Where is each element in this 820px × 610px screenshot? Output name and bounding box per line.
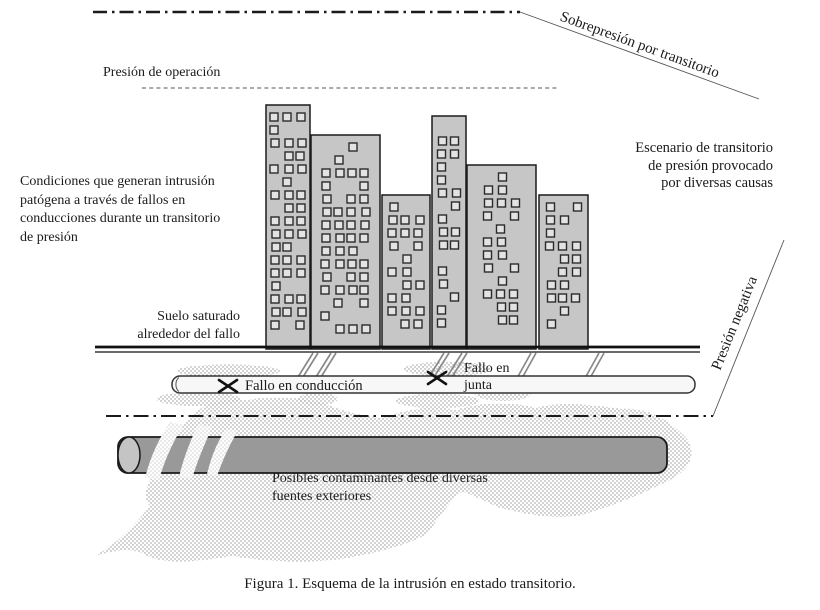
building-6 <box>539 195 588 349</box>
building-window <box>285 191 293 199</box>
building-window <box>547 203 555 211</box>
building-window <box>438 176 446 184</box>
building-window <box>403 268 411 276</box>
contaminant-pipe-cap <box>118 437 140 473</box>
saturated-soil-label <box>90 308 240 344</box>
building-window <box>272 243 280 251</box>
building-window <box>285 230 293 238</box>
building-window <box>271 217 279 225</box>
building-window <box>298 165 306 173</box>
building-window <box>573 255 581 263</box>
building-window <box>439 215 447 223</box>
building-window <box>414 229 422 237</box>
building-window <box>440 241 448 249</box>
building-window <box>271 269 279 277</box>
building-window <box>323 273 331 281</box>
building-window <box>498 238 506 246</box>
building-window <box>497 290 505 298</box>
building-window <box>401 229 409 237</box>
city-buildings <box>266 105 588 349</box>
building-window <box>438 319 446 327</box>
building-window <box>485 199 493 207</box>
building-window <box>322 247 330 255</box>
building-window <box>438 306 446 314</box>
building-window <box>439 267 447 275</box>
building-window <box>283 256 291 264</box>
building-window <box>573 242 581 250</box>
building-window <box>321 286 329 294</box>
building-window <box>402 307 410 315</box>
building-window <box>451 241 459 249</box>
contaminants-line: Posibles contaminantes desde diversas <box>272 471 488 486</box>
overpressure-label: Sobrepresión por transitorio <box>557 8 722 82</box>
saturated-soil-line: alrededor del fallo <box>137 327 240 342</box>
building-window <box>347 195 355 203</box>
building-window <box>347 273 355 281</box>
building-window <box>360 234 368 242</box>
building-window <box>402 294 410 302</box>
building-window <box>285 152 293 160</box>
saturated-soil-line: Suelo saturado <box>157 309 240 324</box>
building-window <box>574 203 582 211</box>
building-window <box>322 182 330 190</box>
building-window <box>349 143 357 151</box>
building-window <box>559 268 567 276</box>
building-window <box>272 282 280 290</box>
building-window <box>451 293 459 301</box>
building-5 <box>467 165 536 349</box>
building-window <box>485 264 493 272</box>
conditions-text <box>20 173 260 247</box>
building-window <box>285 295 293 303</box>
building-window <box>452 202 460 210</box>
building-window <box>453 189 461 197</box>
pipe-fault-label: Fallo en conducción <box>245 378 363 394</box>
building-window <box>336 247 344 255</box>
building-window <box>438 163 446 171</box>
building-window <box>440 228 448 236</box>
building-window <box>283 308 291 316</box>
contaminants-label <box>272 470 488 505</box>
building-window <box>484 251 492 259</box>
building-window <box>548 294 556 302</box>
building-window <box>336 286 344 294</box>
building-window <box>323 195 331 203</box>
building-window <box>296 321 304 329</box>
conditions-line: Condiciones que generan intrusión <box>20 174 215 189</box>
building-window <box>512 199 520 207</box>
building-window <box>283 269 291 277</box>
building-window <box>452 228 460 236</box>
building-window <box>349 325 357 333</box>
building-window <box>362 208 370 216</box>
conditions-line: de presión <box>20 229 78 245</box>
building-window <box>440 280 448 288</box>
building-window <box>559 294 567 302</box>
building-window <box>484 238 492 246</box>
building-window <box>572 294 580 302</box>
building-window <box>297 204 305 212</box>
scenario-text <box>573 140 773 193</box>
building-window <box>296 152 304 160</box>
building-window <box>297 113 305 121</box>
building-window <box>348 260 356 268</box>
building-window <box>336 260 344 268</box>
building-window <box>561 307 569 315</box>
building-window <box>335 221 343 229</box>
building-window <box>297 269 305 277</box>
building-window <box>283 178 291 186</box>
building-window <box>388 294 396 302</box>
building-window <box>360 299 368 307</box>
building-window <box>561 255 569 263</box>
building-window <box>390 203 398 211</box>
building-window <box>285 165 293 173</box>
building-window <box>546 242 554 250</box>
building-window <box>347 208 355 216</box>
figure-caption: Figura 1. Esquema de la intrusión en estado transitorio. <box>244 576 576 592</box>
building-window <box>270 165 278 173</box>
building-window <box>297 256 305 264</box>
building-window <box>451 150 459 158</box>
building-window <box>271 139 279 147</box>
building-window <box>285 204 293 212</box>
building-window <box>271 191 279 199</box>
joint-fault-label <box>464 360 510 394</box>
negative-pressure-label: Presión negativa <box>708 274 761 373</box>
building-window <box>498 303 506 311</box>
building-window <box>484 212 492 220</box>
building-window <box>283 113 291 121</box>
scenario-line: por diversas causas <box>661 175 773 191</box>
conditions-line: conducciones durante un transitorio <box>20 211 221 226</box>
building-window <box>484 290 492 298</box>
building-window <box>438 150 446 158</box>
building-window <box>497 225 505 233</box>
building-window <box>548 320 556 328</box>
contaminants-line: fuentes exteriores <box>272 488 372 504</box>
building-3 <box>382 195 430 349</box>
building-window <box>573 268 581 276</box>
building-window <box>499 186 507 194</box>
building-window <box>347 234 355 242</box>
building-window <box>439 189 447 197</box>
building-window <box>322 221 330 229</box>
building-window <box>360 195 368 203</box>
building-window <box>414 242 422 250</box>
building-window <box>334 208 342 216</box>
building-window <box>401 320 409 328</box>
scenario-line: Escenario de transitorio <box>635 140 773 156</box>
building-window <box>416 307 424 315</box>
building-window <box>360 273 368 281</box>
building-1 <box>266 105 310 349</box>
building-window <box>322 234 330 242</box>
building-window <box>297 191 305 199</box>
building-window <box>485 186 493 194</box>
building-window <box>499 277 507 285</box>
building-window <box>510 290 518 298</box>
building-window <box>283 243 291 251</box>
building-window <box>361 221 369 229</box>
building-window <box>510 303 518 311</box>
building-window <box>297 295 305 303</box>
building-window <box>298 308 306 316</box>
building-window <box>335 156 343 164</box>
building-window <box>336 234 344 242</box>
building-window <box>271 256 279 264</box>
building-window <box>272 230 280 238</box>
building-window <box>322 169 330 177</box>
building-window <box>510 316 518 324</box>
building-window <box>360 260 368 268</box>
building-window <box>451 137 459 145</box>
building-window <box>347 221 355 229</box>
building-window <box>360 286 368 294</box>
building-window <box>348 169 356 177</box>
building-window <box>439 137 447 145</box>
building-window <box>511 212 519 220</box>
scenario-line: de presión provocado <box>648 157 773 174</box>
building-window <box>271 295 279 303</box>
building-4 <box>432 116 466 349</box>
building-window <box>362 325 370 333</box>
building-window <box>389 216 397 224</box>
building-window <box>270 113 278 121</box>
building-window <box>388 307 396 315</box>
building-window <box>511 264 519 272</box>
building-window <box>334 299 342 307</box>
building-window <box>297 217 305 225</box>
building-window <box>561 216 569 224</box>
building-window <box>285 139 293 147</box>
conditions-line: patógena a través de fallos en <box>20 192 186 208</box>
building-window <box>323 208 331 216</box>
building-window <box>298 230 306 238</box>
building-window <box>270 126 278 134</box>
building-window <box>499 251 507 259</box>
building-window <box>547 229 555 237</box>
building-window <box>498 199 506 207</box>
building-window <box>388 268 396 276</box>
building-window <box>285 217 293 225</box>
building-window <box>321 312 329 320</box>
building-window <box>272 308 280 316</box>
building-window <box>416 281 424 289</box>
building-window <box>336 169 344 177</box>
building-window <box>360 169 368 177</box>
building-window <box>360 182 368 190</box>
operating-pressure-label: Presión de operación <box>103 65 221 80</box>
building-window <box>336 325 344 333</box>
joint-fault-line: Fallo en <box>464 361 510 376</box>
building-window <box>401 216 409 224</box>
building-window <box>547 216 555 224</box>
building-window <box>499 173 507 181</box>
building-window <box>271 321 279 329</box>
building-window <box>403 255 411 263</box>
building-window <box>559 242 567 250</box>
building-window <box>403 281 411 289</box>
building-window <box>416 216 424 224</box>
building-window <box>414 320 422 328</box>
joint-fault-line: junta <box>464 378 492 393</box>
building-window <box>548 281 556 289</box>
building-window <box>349 286 357 294</box>
building-window <box>499 316 507 324</box>
building-window <box>349 247 357 255</box>
building-window <box>298 139 306 147</box>
building-window <box>321 260 329 268</box>
building-window <box>390 242 398 250</box>
building-window <box>561 281 569 289</box>
building-window <box>388 229 396 237</box>
building-2 <box>311 135 380 349</box>
